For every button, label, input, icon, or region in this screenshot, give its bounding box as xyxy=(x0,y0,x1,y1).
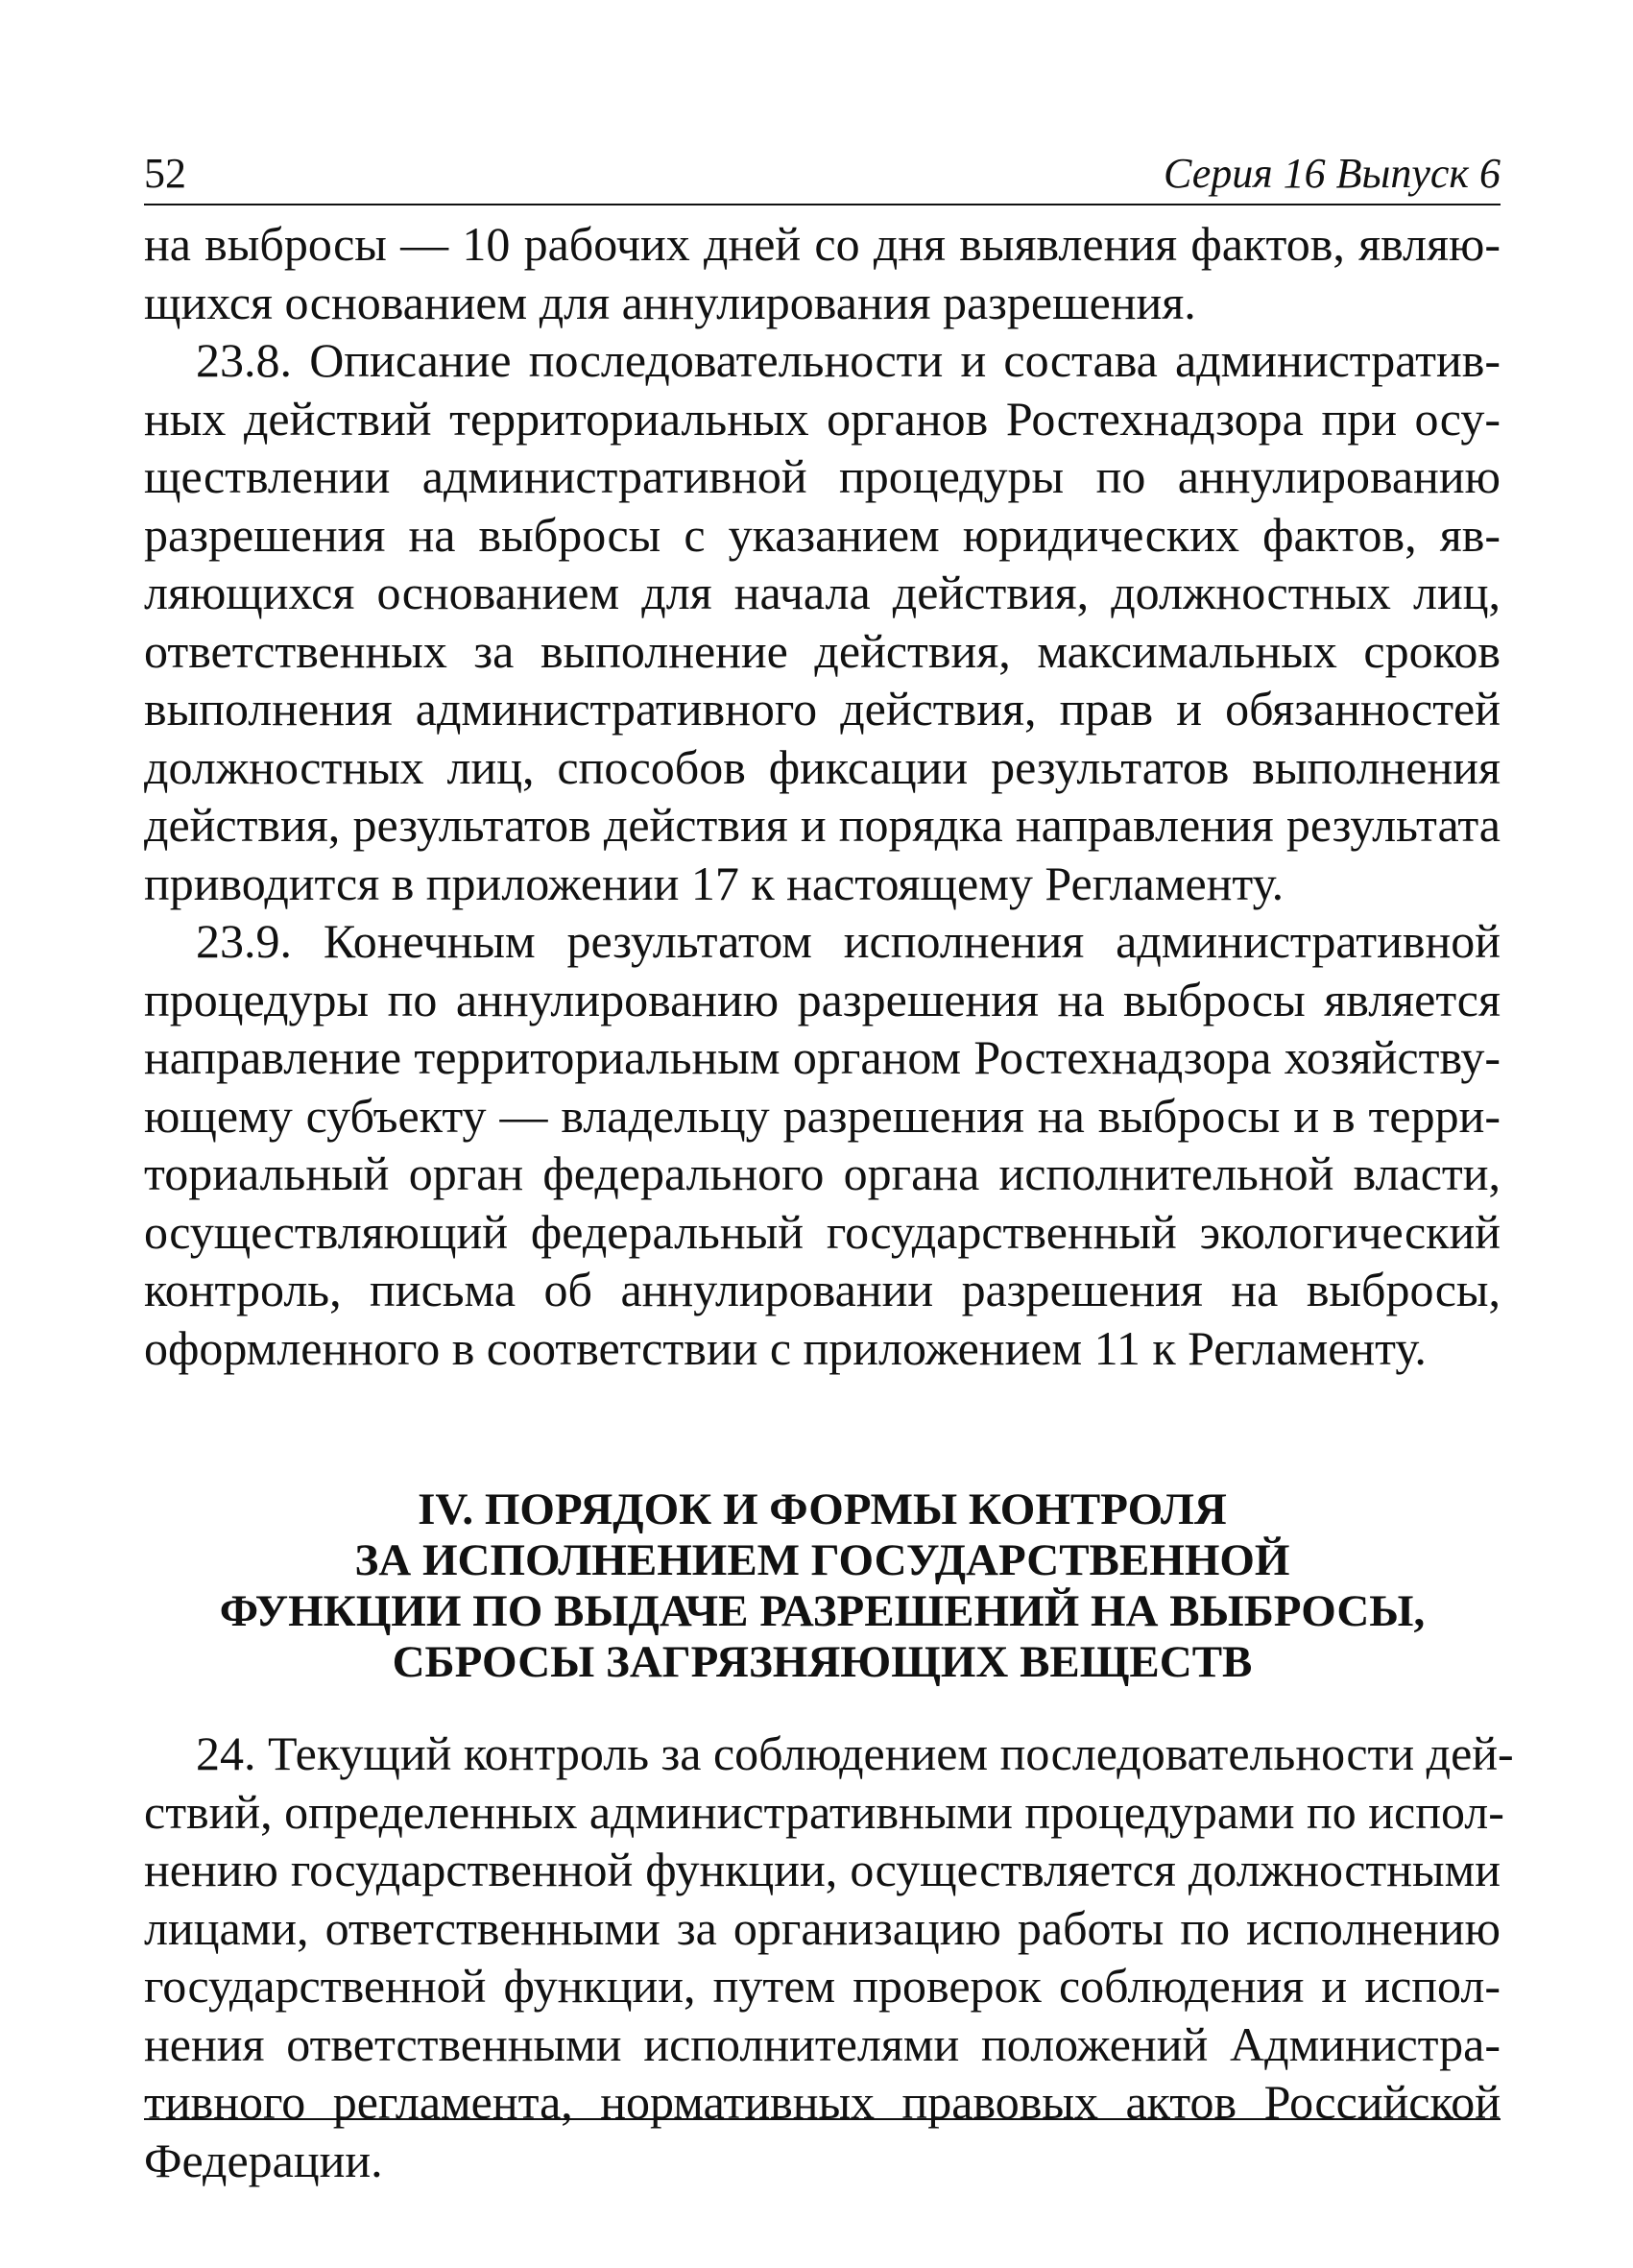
text-line: Федерации. xyxy=(144,2133,383,2187)
heading-line: СБРОСЫ ЗАГРЯЗНЯЮЩИХ ВЕЩЕСТВ xyxy=(392,1637,1253,1687)
document-page xyxy=(144,144,1514,2189)
footer-divider xyxy=(144,2118,1501,2120)
text-line: нению государственной функции, осуществляется должностными xyxy=(144,1843,1501,1896)
text-line: ториальный орган федерального органа исполнительной власти, xyxy=(144,1146,1501,1200)
text-line: 23.9. Конечным результатом исполнения административной xyxy=(196,914,1501,968)
text-line: на выбросы — 10 рабочих дней со дня выявления фактов, являю- xyxy=(144,217,1501,271)
text-line: ответственных за выполнение действия, максимальных сроков xyxy=(144,623,1501,678)
text-line: процедуры по аннулированию разрешения на выбросы является xyxy=(144,972,1501,1026)
text-line: ществлении административной процедуры по аннулированию xyxy=(144,449,1501,503)
text-line: нения ответственными исполнителями положений Администра- xyxy=(144,2016,1501,2071)
paragraph-23-9 xyxy=(144,912,1501,1377)
heading-line: ЗА ИСПОЛНЕНИЕМ ГОСУДАРСТВЕННОЙ xyxy=(354,1535,1290,1585)
text-line: тивного регламента, нормативных правовых актов Российской xyxy=(144,2075,1501,2129)
heading-line: ФУНКЦИИ ПО ВЫДАЧЕ РАЗРЕШЕНИЙ НА ВЫБРОСЫ, xyxy=(219,1586,1426,1636)
page-number: 52 xyxy=(144,150,186,197)
text-line: ляющихся основанием для начала действия, должностных лиц, xyxy=(144,566,1501,619)
section-heading xyxy=(144,1484,1501,1688)
heading-line: IV. ПОРЯДОК И ФОРМЫ КОНТРОЛЯ xyxy=(418,1484,1227,1534)
text-line: должностных лиц, способов фиксации результатов выполнения xyxy=(144,739,1501,794)
text-line: выполнения административного действия, прав и обязанностей xyxy=(144,682,1501,736)
text-line: направление территориальным органом Ростехнадзора хозяйству- xyxy=(144,1030,1501,1084)
text-line: лицами, ответственными за организацию работы по исполнению xyxy=(144,1900,1501,1955)
text-line: государственной функции, путем проверок соблюдения и испол- xyxy=(144,1959,1501,2013)
text-line: 23.8. Описание последовательности и состава административ- xyxy=(196,333,1501,387)
text-line: ющему субъекту — владельцу разрешения на выбросы и в терри- xyxy=(144,1088,1501,1143)
text-line: осуществляющий федеральный государственный экологический xyxy=(144,1204,1501,1259)
text-line: разрешения на выбросы с указанием юридических фактов, яв- xyxy=(144,507,1501,562)
page-header xyxy=(144,144,1501,205)
paragraph-continuation xyxy=(144,215,1501,331)
paragraph-23-8 xyxy=(144,331,1501,912)
text-line: ных действий территориальных органов Ростехнадзора при осу- xyxy=(144,391,1501,446)
text-line: ствий, определенных административными процедурами по испол- xyxy=(144,1784,1504,1839)
text-line: действия, результатов действия и порядка направления результата xyxy=(144,798,1501,852)
text-line: щихся основанием для аннулирования разрешения. xyxy=(144,275,1196,329)
text-line: контроль, письма об аннулировании разрешения на выбросы, xyxy=(144,1263,1501,1316)
text-line: 24. Текущий контроль за соблюдением последовательности дей- xyxy=(196,1726,1514,1780)
series-label: Серия 16 Выпуск 6 xyxy=(1164,150,1501,197)
text-line: оформленного в соответствии с приложением 11 к Регламенту. xyxy=(144,1320,1427,1375)
text-line: приводится в приложении 17 к настоящему Регламенту. xyxy=(144,856,1285,910)
